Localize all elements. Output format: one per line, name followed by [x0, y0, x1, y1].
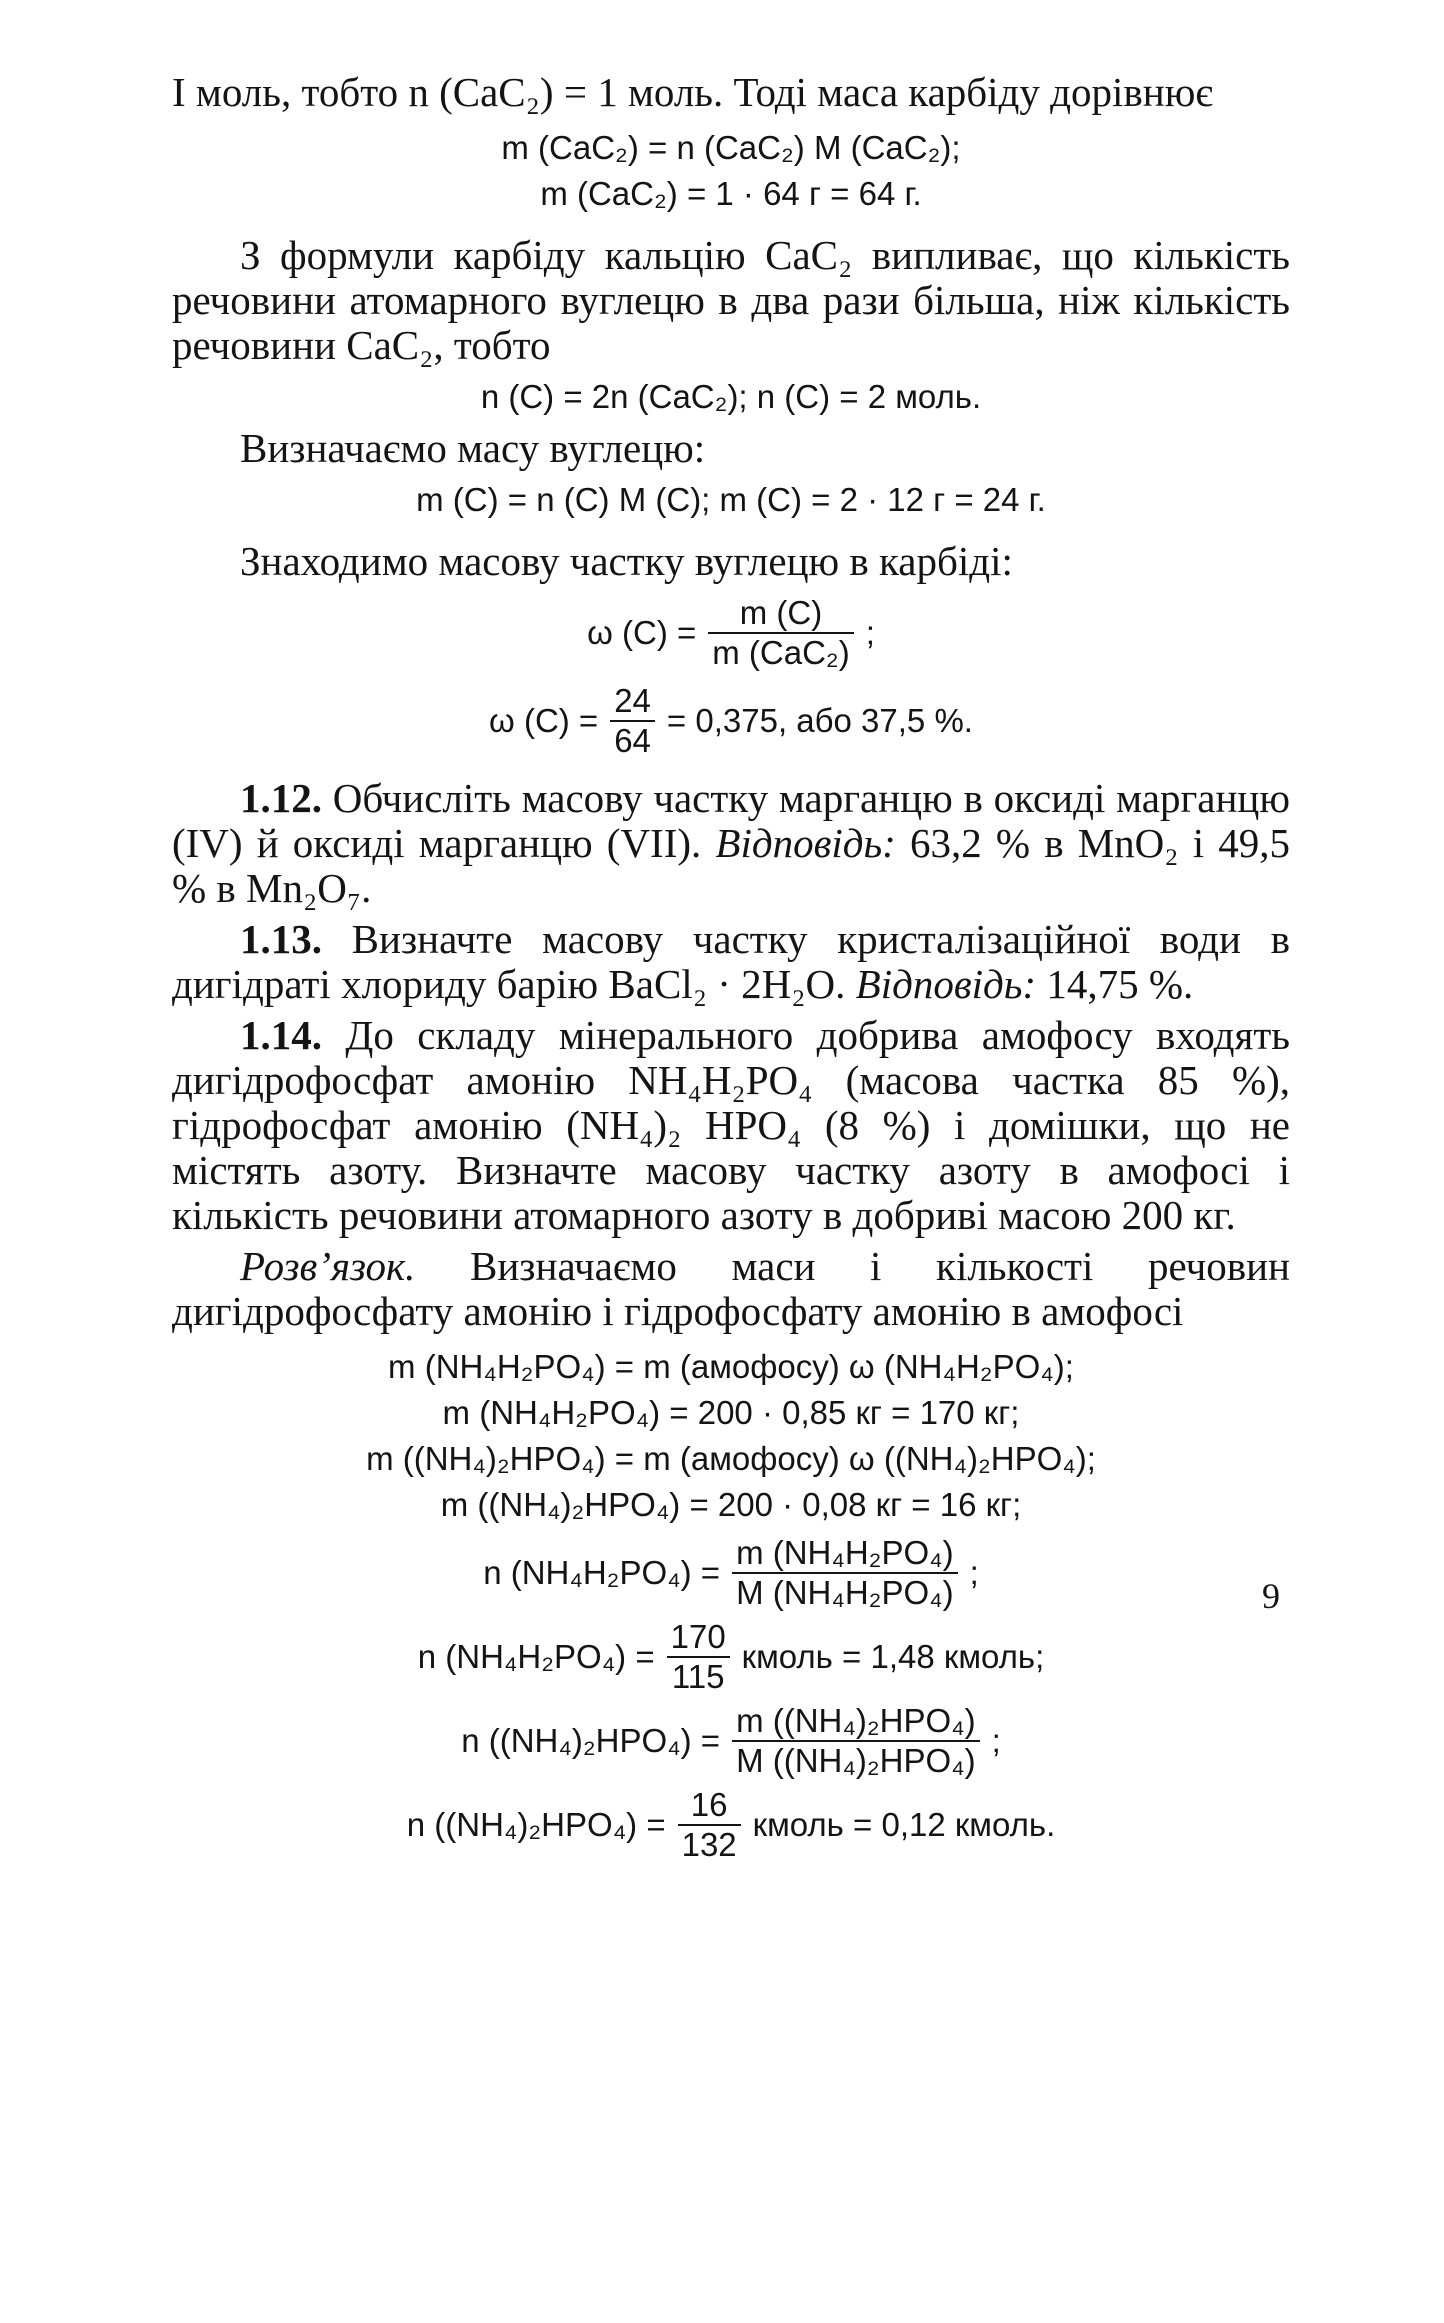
formula-mass-hydrophosphate: m ((NH₄)₂HPO₄) = m (амофосу) ω ((NH₄)₂HPO₄); [366, 1440, 1096, 1477]
solution-text: Визначаємо маси і кількості речовин дигідрофосфату амонію і гідрофосфату амонію в амофосі [172, 1243, 1290, 1334]
fraction-numerator: 16 [690, 1786, 728, 1823]
fraction-lhs: n (NH₄H₂PO₄) = [417, 1638, 655, 1675]
fraction-tail: кмоль = 1,48 кмоль; [741, 1638, 1045, 1675]
paragraph-carbon-amount: З формули карбіду кальцію CaC₂ випливає, що кількість речовини атомарного вуглецю в два рази більша, ніж кількість речовини CaC₂, тобто [172, 232, 1290, 368]
solution-paragraph [172, 1244, 1290, 1334]
problem-1-13 [172, 917, 1290, 1007]
fraction-numerator: 24 [614, 682, 651, 719]
problem-text: Обчисліть масову частку марганцю в оксиді марганцю (IV) й оксиді марганцю (VII). [172, 775, 1290, 866]
fraction-denominator: m (CaC₂) [708, 632, 853, 672]
formula-amount-dihydrophosphate-value [172, 1618, 1290, 1696]
solution-label: Розв’язок. [240, 1243, 416, 1289]
fraction-numerator: m ((NH₄)₂HPO₄) [736, 1702, 976, 1739]
formula-mass-hydrophosphate-value: m ((NH₄)₂HPO₄) = 200 · 0,08 кг = 16 кг; [440, 1486, 1022, 1523]
fraction-lhs: n ((NH₄)₂HPO₄) = [406, 1806, 666, 1843]
formula-mass-fraction-value [172, 682, 1290, 760]
problem-text: До складу мінерального добрива амофосу входять дигідрофосфат амонію NH₄H₂PO₄ (масова частка 85 %), гідрофосфат амонію (NH₄)₂ HPO₄ (8 %) і домішки, що не містять азоту. Визначте масову частку азоту в амофосі і кількість речовини атомарного азоту в добриві масою 200 кг. [172, 1012, 1290, 1238]
fraction [678, 1786, 741, 1864]
formula-amount-hydrophosphate [172, 1702, 1290, 1780]
fraction-denominator: 115 [667, 1656, 730, 1696]
formula-amount-hydrophosphate-value [172, 1786, 1290, 1864]
fraction-tail: = 0,375, або 37,5 %. [666, 702, 973, 739]
formula-mass-fraction-def [172, 594, 1290, 672]
formula-mass-carbide-value: m (CaC₂) = 1 · 64 г = 64 г. [540, 175, 922, 212]
fraction-tail: кмоль = 0,12 кмоль. [752, 1806, 1056, 1843]
answer-text: 14,75 %. [1036, 961, 1194, 1007]
fraction-numerator: m (C) [739, 594, 823, 631]
formula-mass-carbide: m (CaC₂) = n (CaC₂) M (CaC₂); [501, 129, 961, 166]
fraction-denominator: 132 [678, 1824, 741, 1864]
formula-carbon-mass: m (C) = n (C) M (C); m (C) = 2 · 12 г = 24 г. [416, 481, 1046, 518]
fraction [732, 1702, 980, 1780]
fraction [732, 1534, 958, 1612]
fraction-tail: ; [969, 1554, 979, 1591]
paragraph-carbide-mass: І моль, тобто n (CaC₂) = 1 моль. Тоді маса карбіду дорівнює [172, 69, 1213, 115]
formula-mass-dihydrophosphate: m (NH₄H₂PO₄) = m (амофосу) ω (NH₄H₂PO₄); [388, 1348, 1074, 1385]
fraction-lhs: ω (C) = [587, 614, 697, 651]
fraction [667, 1618, 730, 1696]
fraction [708, 594, 853, 672]
fraction-lhs: n ((NH₄)₂HPO₄) = [461, 1722, 721, 1759]
problem-text: Визначте масову частку кристалізаційної води в дигідраті хлориду барію BaCl₂ · 2H₂O. [172, 916, 1290, 1007]
fraction-denominator: 64 [610, 720, 655, 760]
fraction-numerator: m (NH₄H₂PO₄) [736, 1534, 954, 1571]
page-content [172, 70, 1290, 1864]
formula-carbon-amount: n (C) = 2n (CaC₂); n (C) = 2 моль. [480, 378, 982, 415]
answer-label: Відповідь: [855, 961, 1037, 1007]
problem-1-12 [172, 776, 1290, 911]
problem-number: 1.14. [240, 1012, 322, 1058]
problem-number: 1.12. [240, 775, 322, 821]
formula-amount-dihydrophosphate [172, 1534, 1290, 1612]
fraction-tail: ; [865, 614, 875, 651]
fraction-lhs: ω (C) = [489, 702, 599, 739]
fraction-denominator: M (NH₄H₂PO₄) [732, 1572, 958, 1612]
fraction [610, 682, 655, 760]
fraction-numerator: 170 [670, 1618, 726, 1655]
formula-mass-dihydrophosphate-value: m (NH₄H₂PO₄) = 200 · 0,85 кг = 170 кг; [442, 1394, 1020, 1431]
answer-label: Відповідь: [715, 820, 896, 866]
paragraph-carbon-mass: Визначаємо масу вуглецю: [240, 425, 706, 471]
fraction-lhs: n (NH₄H₂PO₄) = [483, 1554, 721, 1591]
fraction-tail: ; [991, 1722, 1001, 1759]
problem-number: 1.13. [240, 916, 322, 962]
paragraph-mass-fraction: Знаходимо масову частку вуглецю в карбіді: [240, 538, 1013, 584]
fraction-denominator: M ((NH₄)₂HPO₄) [732, 1740, 980, 1780]
answer-text: 63,2 % в MnO₂ і 49,5 % в Mn₂O₇. [172, 820, 1291, 911]
page-number: 9 [1262, 1576, 1280, 1616]
problem-1-14 [172, 1013, 1290, 1238]
